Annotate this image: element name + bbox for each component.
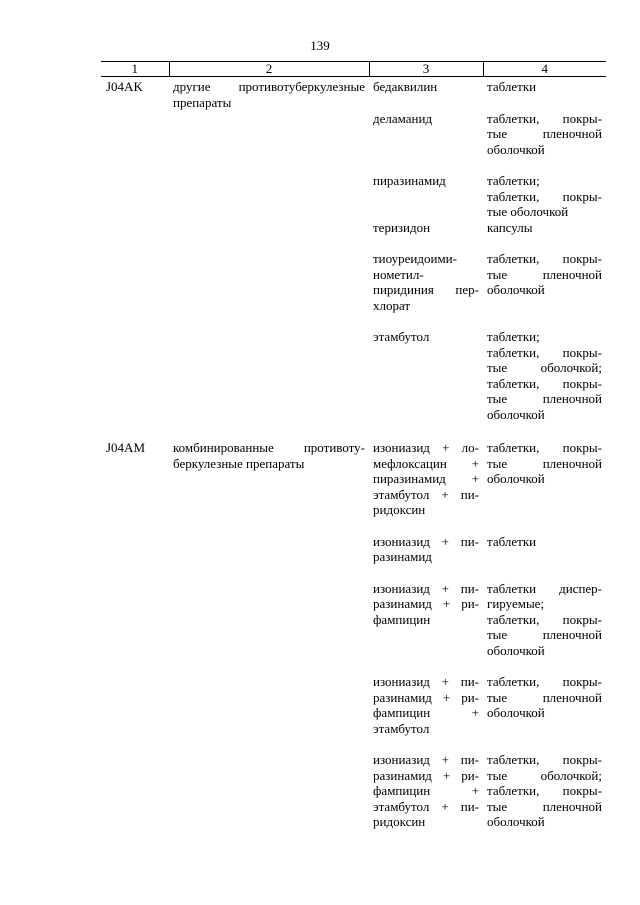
substance-entry [373, 251, 479, 313]
dosage-form-line: оболочкой [487, 642, 545, 658]
drug-classification-table [101, 61, 606, 846]
dosage-form-line: таблетки, покры- [487, 344, 602, 360]
dosage-form-entry [487, 220, 602, 236]
column-header-2: 2 [169, 62, 369, 77]
substance-entry [373, 111, 479, 158]
substance-line: тиоуреидоими- [373, 251, 457, 266]
substance-line: ридоксин [373, 814, 426, 829]
dosage-form-line: тые пленочной [487, 798, 602, 814]
column-header-4: 4 [483, 62, 606, 77]
column-header-3: 3 [369, 62, 483, 77]
substance-line: изониазид + пи- [373, 533, 479, 549]
dosage-form-entry [487, 581, 602, 659]
substance-line: разинамид + ри- [373, 767, 479, 783]
table-header-row [101, 62, 606, 77]
dosage-form-entry [487, 329, 602, 422]
substance-line: деламанид [373, 110, 433, 126]
dosage-form-entry [487, 79, 602, 95]
dosage-form-line: таблетки, покры- [487, 110, 602, 126]
spacer-line [373, 345, 479, 361]
dosage-form-line: таблетки, покры- [487, 375, 602, 391]
group-name-cell [169, 77, 369, 439]
spacer-line [373, 407, 479, 423]
substance-entry [373, 173, 479, 220]
dosage-form-entry [487, 111, 602, 158]
substance-line: изониазид + ло- [373, 440, 479, 455]
dosage-form-line: оболочкой [487, 282, 545, 297]
substance-entry [373, 674, 479, 736]
substance-line: пиридиния пер- [373, 282, 479, 297]
dosage-form-line: таблетки, покры- [487, 611, 602, 627]
substance-line: нометил- [373, 266, 424, 282]
dosage-form-line: таблетки, покры- [487, 251, 602, 266]
dosage-form-line: оболочкой [487, 141, 545, 157]
substance-line: теризидон [373, 219, 431, 235]
substance-entry [373, 79, 479, 95]
spacer-line [373, 627, 479, 643]
substance-entry [373, 752, 479, 830]
spacer-line [487, 549, 602, 565]
substance-line: этамбутол + пи- [373, 486, 479, 502]
substance-entry [373, 581, 479, 659]
group-name-line: другие противотуберкулезные [173, 79, 365, 94]
dosage-form-line: оболочкой [487, 406, 545, 422]
dosage-form-line: таблетки, покры- [487, 188, 602, 204]
substance-entry [373, 534, 479, 565]
spacer-line [373, 376, 479, 392]
substance-line: хлорат [373, 297, 411, 313]
spacer-line [373, 391, 479, 407]
dosage-form-entry [487, 173, 602, 220]
dosage-form-line: таблетки, покры- [487, 752, 602, 767]
dosage-form-line: тые оболочкой; [487, 767, 602, 783]
dosage-form-entry [487, 251, 602, 313]
dosage-form-line: тые пленочной [487, 126, 602, 141]
spacer-line [487, 298, 602, 314]
substance-cell [369, 77, 483, 439]
dosage-form-line: таблетки, покры- [487, 674, 602, 689]
dosage-form-line: оболочкой [487, 814, 545, 829]
spacer-line [373, 126, 479, 142]
dosage-form-line: тые оболочкой [487, 204, 569, 219]
substance-entry [373, 220, 479, 236]
substance-line: бедаквилин [373, 79, 438, 94]
atc-code-cell: J04AK [106, 79, 143, 94]
spacer-line [487, 502, 602, 518]
dosage-form-cell [483, 438, 606, 846]
dosage-form-line: таблетки; [487, 173, 540, 188]
dosage-form-line: тые оболочкой; [487, 360, 602, 375]
spacer-line [373, 204, 479, 220]
substance-line: пиразинамид [373, 173, 446, 188]
substance-line: изониазид + пи- [373, 674, 479, 689]
table-row [101, 438, 606, 846]
dosage-form-line: таблетки, покры- [487, 783, 602, 798]
dosage-form-cell [483, 77, 606, 439]
dosage-form-line: таблетки [487, 533, 537, 549]
dosage-form-line: таблетки диспер- [487, 580, 602, 596]
dosage-form-line: тые пленочной [487, 455, 602, 471]
atc-code-cell: J04AM [106, 440, 146, 455]
substance-line: этамбутол [373, 720, 430, 736]
substance-line: фампицин [373, 611, 431, 627]
group-name-line: беркулезные препараты [173, 455, 305, 471]
substance-line: фампицин + [373, 705, 479, 720]
group-name-line: препараты [173, 94, 232, 110]
dosage-form-line: тые пленочной [487, 627, 602, 642]
spacer-line [487, 721, 602, 737]
dosage-form-entry [487, 752, 602, 830]
spacer-line [373, 360, 479, 376]
substance-line: изониазид + пи- [373, 752, 479, 767]
dosage-form-line: гируемые; [487, 596, 545, 611]
substance-line: ридоксин [373, 502, 426, 517]
group-name-cell [169, 438, 369, 846]
dosage-form-line: тые пленочной [487, 266, 602, 282]
dosage-form-line: тые пленочной [487, 689, 602, 705]
page-number: 139 [310, 38, 330, 53]
substance-line: разинамид + ри- [373, 596, 479, 611]
group-name-line: комбинированные противоту- [173, 440, 365, 455]
substance-line: мефлоксацин + [373, 455, 479, 471]
substance-entry [373, 329, 479, 422]
substance-line: фампицин + [373, 783, 479, 798]
substance-line: этамбутол [373, 329, 430, 344]
column-header-1: 1 [101, 62, 169, 77]
spacer-line [373, 142, 479, 158]
dosage-form-entry [487, 674, 602, 736]
spacer-line [373, 643, 479, 659]
substance-line: этамбутол + пи- [373, 798, 479, 814]
dosage-form-line: таблетки, покры- [487, 440, 602, 455]
spacer-line [373, 189, 479, 205]
substance-line: пиразинамид + [373, 471, 479, 486]
dosage-form-line: оболочкой [487, 705, 545, 720]
dosage-form-entry [487, 534, 602, 565]
dosage-form-entry [487, 440, 602, 518]
dosage-form-line: таблетки; [487, 329, 540, 344]
dosage-form-line: оболочкой [487, 471, 545, 486]
table-body [101, 77, 606, 846]
table-row [101, 77, 606, 439]
spacer-line [487, 487, 602, 503]
substance-line: разинамид [373, 549, 432, 564]
substance-cell [369, 438, 483, 846]
substance-line: изониазид + пи- [373, 580, 479, 596]
substance-entry [373, 440, 479, 518]
dosage-form-line: тые пленочной [487, 391, 602, 406]
dosage-form-line: таблетки [487, 79, 537, 94]
dosage-form-line: капсулы [487, 219, 533, 235]
substance-line: разинамид + ри- [373, 689, 479, 705]
